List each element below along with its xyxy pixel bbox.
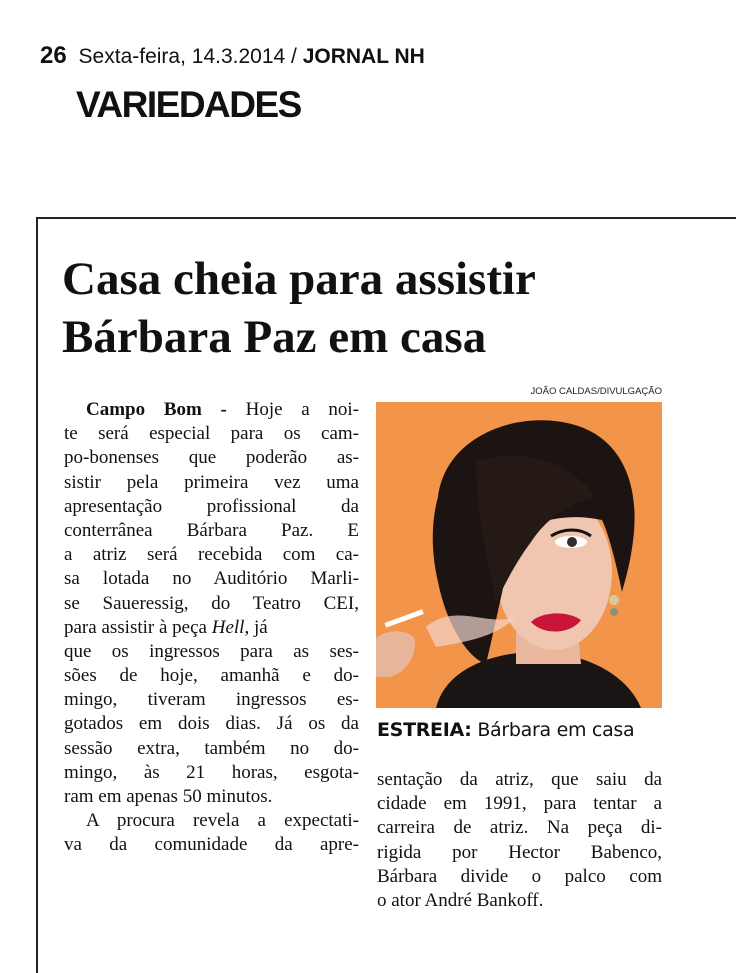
play-title: Hell — [211, 616, 245, 638]
body-line: Campo Bom - Hoje a noi- — [86, 399, 359, 420]
headline-line-2: Bárbara Paz em casa — [62, 311, 487, 363]
photo-credit: JOÃO CALDAS/DIVULGAÇÃO — [530, 386, 662, 397]
page-number: 26 — [40, 42, 67, 69]
body-line: mingo, às 21 horas, esgota- — [64, 761, 359, 783]
headline-line-1: Casa cheia para assistir — [62, 253, 536, 305]
body-line: sessão extra, também no do- — [64, 737, 359, 759]
caption-label: ESTREIA: — [377, 719, 472, 741]
article-headline — [62, 250, 722, 366]
body-line: apresentação profissional da — [64, 495, 359, 517]
body-line: rigida por Hector Babenco, — [377, 841, 662, 863]
page-header — [40, 42, 425, 70]
body-line: o ator André Bankoff. — [377, 889, 544, 911]
body-line: conterrânea Bárbara Paz. E — [64, 519, 359, 541]
photo-caption — [377, 719, 634, 741]
body-line: po-bonenses que poderão as- — [64, 447, 359, 469]
article-body-column-1 — [64, 398, 359, 858]
dateline: Campo Bom - — [86, 399, 227, 420]
body-line: sistir pela primeira vez uma — [64, 471, 359, 493]
body-line: a atriz será recebida com ca- — [64, 544, 359, 566]
body-line: carreira de atriz. Na peça di- — [377, 817, 662, 839]
body-line: va da comunidade da apre- — [64, 834, 359, 856]
body-line: que os ingressos para as ses- — [64, 640, 359, 662]
article-frame-top-rule — [36, 217, 736, 219]
newspaper-name: JORNAL NH — [302, 45, 425, 68]
body-line: sentação da atriz, que saiu da — [377, 769, 662, 790]
body-line: mingo, tiveram ingressos es- — [64, 689, 359, 711]
article-body-column-2 — [377, 768, 662, 913]
body-line: se Saueressig, do Teatro CEI, — [64, 592, 359, 614]
body-line: cidade em 1991, para tentar a — [377, 793, 662, 815]
issue-date: Sexta-feira, 14.3.2014 / — [78, 45, 297, 68]
body-line: te será especial para os cam- — [64, 423, 359, 445]
body-line: gotados em dois dias. Já os da — [64, 713, 359, 735]
body-line: Bárbara divide o palco com — [377, 865, 662, 887]
body-line: para assistir à peça Hell, já — [64, 616, 268, 638]
article-frame-left-rule — [36, 217, 38, 973]
body-line: ram em apenas 50 minutos. — [64, 786, 273, 807]
body-line: A procura revela a expectati- — [86, 810, 359, 832]
portrait-illustration — [376, 402, 662, 708]
section-title: VARIEDADES — [76, 84, 301, 125]
body-line: sa lotada no Auditório Marli- — [64, 568, 359, 590]
article-photo — [376, 402, 662, 708]
body-line: sões de hoje, amanhã e do- — [64, 665, 359, 687]
caption-text: Bárbara em casa — [477, 719, 635, 741]
